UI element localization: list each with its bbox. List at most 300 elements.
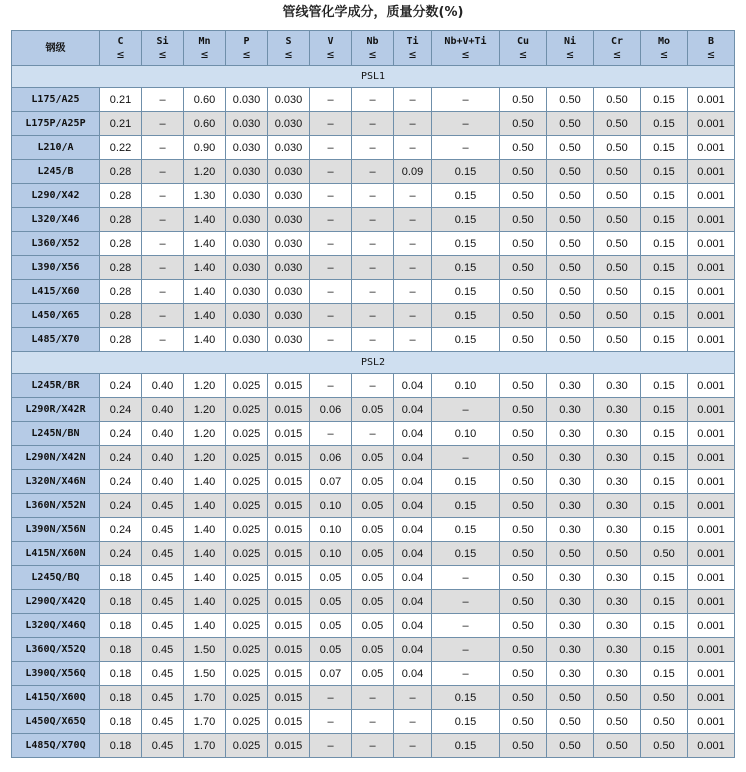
table-row <box>12 470 735 494</box>
value-cell: 0.030 <box>226 280 268 304</box>
element-symbol: C <box>117 36 124 47</box>
value-cell: 0.001 <box>688 542 735 566</box>
element-symbol: P <box>243 36 250 47</box>
value-cell: 0.015 <box>268 518 310 542</box>
value-cell: 0.15 <box>432 710 500 734</box>
table-row <box>12 304 735 328</box>
value-cell: 0.001 <box>688 566 735 590</box>
value-cell: – <box>352 88 394 112</box>
value-cell: – <box>394 232 432 256</box>
value-cell: 0.025 <box>226 566 268 590</box>
value-cell: 1.50 <box>184 638 226 662</box>
value-cell: 0.001 <box>688 710 735 734</box>
value-cell: 0.030 <box>268 112 310 136</box>
value-cell: 0.15 <box>641 112 688 136</box>
grade-cell: L360N/X52N <box>12 494 100 518</box>
value-cell: 0.50 <box>500 638 547 662</box>
value-cell: 0.001 <box>688 662 735 686</box>
value-cell: 0.09 <box>394 160 432 184</box>
value-cell: 0.50 <box>500 280 547 304</box>
element-symbol: V <box>327 36 334 47</box>
value-cell: 0.40 <box>142 422 184 446</box>
table-row <box>12 184 735 208</box>
value-cell: – <box>394 710 432 734</box>
grade-cell: L360Q/X52Q <box>12 638 100 662</box>
value-cell: 0.30 <box>594 398 641 422</box>
value-cell: – <box>352 184 394 208</box>
value-cell: 0.15 <box>641 184 688 208</box>
value-cell: – <box>394 208 432 232</box>
value-cell: 0.015 <box>268 398 310 422</box>
grade-cell: L245Q/BQ <box>12 566 100 590</box>
value-cell: – <box>432 88 500 112</box>
table-row <box>12 88 735 112</box>
value-cell: 0.001 <box>688 328 735 352</box>
element-symbol: Ni <box>563 36 577 47</box>
value-cell: 0.50 <box>547 542 594 566</box>
value-cell: 0.50 <box>547 328 594 352</box>
value-cell: 0.60 <box>184 112 226 136</box>
max-limit-symbol: ≤ <box>660 47 668 61</box>
value-cell: 0.015 <box>268 374 310 398</box>
value-cell: 0.50 <box>547 734 594 758</box>
element-header <box>594 31 641 66</box>
value-cell: 0.15 <box>432 686 500 710</box>
value-cell: – <box>142 184 184 208</box>
value-cell: 0.030 <box>268 136 310 160</box>
value-cell: 1.30 <box>184 184 226 208</box>
value-cell: 1.40 <box>184 232 226 256</box>
value-cell: 0.030 <box>268 304 310 328</box>
value-cell: 0.30 <box>594 566 641 590</box>
value-cell: 0.030 <box>268 280 310 304</box>
value-cell: 0.50 <box>500 136 547 160</box>
value-cell: 0.015 <box>268 566 310 590</box>
value-cell: 0.24 <box>100 374 142 398</box>
section-label: PSL2 <box>12 352 735 374</box>
value-cell: 0.50 <box>500 542 547 566</box>
value-cell: 0.28 <box>100 280 142 304</box>
value-cell: 0.05 <box>352 590 394 614</box>
value-cell: 0.030 <box>226 88 268 112</box>
value-cell: 0.025 <box>226 470 268 494</box>
value-cell: 0.50 <box>641 734 688 758</box>
value-cell: 0.15 <box>641 256 688 280</box>
table-body <box>12 66 735 758</box>
value-cell: 0.22 <box>100 136 142 160</box>
value-cell: 0.30 <box>547 374 594 398</box>
value-cell: 0.50 <box>500 232 547 256</box>
table-row <box>12 638 735 662</box>
value-cell: 0.50 <box>500 734 547 758</box>
value-cell: – <box>394 328 432 352</box>
grade-cell: L415N/X60N <box>12 542 100 566</box>
value-cell: 0.50 <box>500 328 547 352</box>
value-cell: 0.025 <box>226 518 268 542</box>
value-cell: – <box>310 184 352 208</box>
value-cell: 0.50 <box>594 232 641 256</box>
value-cell: 0.50 <box>594 136 641 160</box>
value-cell: 0.030 <box>268 208 310 232</box>
value-cell: 0.05 <box>352 614 394 638</box>
value-cell: 0.50 <box>547 304 594 328</box>
value-cell: 1.40 <box>184 256 226 280</box>
value-cell: 0.15 <box>432 328 500 352</box>
value-cell: 0.025 <box>226 662 268 686</box>
max-limit-symbol: ≤ <box>326 47 335 61</box>
value-cell: – <box>352 422 394 446</box>
value-cell: 0.001 <box>688 232 735 256</box>
value-cell: 0.50 <box>594 280 641 304</box>
value-cell: 1.20 <box>184 422 226 446</box>
value-cell: 0.50 <box>500 470 547 494</box>
value-cell: 0.15 <box>641 470 688 494</box>
element-header <box>226 31 268 66</box>
value-cell: 1.70 <box>184 710 226 734</box>
value-cell: 0.15 <box>432 494 500 518</box>
value-cell: 0.07 <box>310 662 352 686</box>
value-cell: 0.30 <box>547 398 594 422</box>
value-cell: – <box>394 304 432 328</box>
value-cell: 0.15 <box>641 328 688 352</box>
value-cell: 0.18 <box>100 686 142 710</box>
value-cell: 0.10 <box>310 542 352 566</box>
value-cell: 0.015 <box>268 710 310 734</box>
value-cell: 0.15 <box>432 256 500 280</box>
value-cell: – <box>432 112 500 136</box>
value-cell: 0.015 <box>268 470 310 494</box>
value-cell: – <box>352 710 394 734</box>
value-cell: 0.10 <box>432 422 500 446</box>
table-row <box>12 518 735 542</box>
max-limit-symbol: ≤ <box>519 47 527 61</box>
value-cell: – <box>394 256 432 280</box>
value-cell: 0.50 <box>500 88 547 112</box>
value-cell: 0.025 <box>226 614 268 638</box>
header-row <box>12 31 735 66</box>
value-cell: 0.30 <box>547 566 594 590</box>
value-cell: – <box>142 88 184 112</box>
value-cell: 0.001 <box>688 686 735 710</box>
value-cell: 0.30 <box>547 518 594 542</box>
table-row <box>12 136 735 160</box>
value-cell: 0.50 <box>500 566 547 590</box>
value-cell: 0.15 <box>641 304 688 328</box>
max-limit-symbol: ≤ <box>200 47 209 61</box>
element-header <box>688 31 735 66</box>
value-cell: 0.05 <box>352 494 394 518</box>
value-cell: 0.28 <box>100 232 142 256</box>
value-cell: 0.30 <box>547 446 594 470</box>
value-cell: 0.015 <box>268 638 310 662</box>
value-cell: 0.015 <box>268 686 310 710</box>
value-cell: 0.04 <box>394 518 432 542</box>
value-cell: 0.45 <box>142 566 184 590</box>
value-cell: 1.40 <box>184 280 226 304</box>
value-cell: 1.40 <box>184 208 226 232</box>
value-cell: 0.015 <box>268 422 310 446</box>
value-cell: 0.025 <box>226 686 268 710</box>
table-row <box>12 112 735 136</box>
value-cell: 0.50 <box>594 686 641 710</box>
value-cell: 0.45 <box>142 734 184 758</box>
grade-cell: L175P/A25P <box>12 112 100 136</box>
value-cell: 0.15 <box>432 184 500 208</box>
value-cell: – <box>310 686 352 710</box>
value-cell: 0.030 <box>268 160 310 184</box>
value-cell: 0.30 <box>594 518 641 542</box>
value-cell: 0.40 <box>142 398 184 422</box>
value-cell: – <box>394 734 432 758</box>
table-row <box>12 208 735 232</box>
value-cell: 0.18 <box>100 662 142 686</box>
element-header <box>352 31 394 66</box>
value-cell: 0.30 <box>594 446 641 470</box>
value-cell: – <box>432 590 500 614</box>
value-cell: 0.06 <box>310 446 352 470</box>
value-cell: 0.04 <box>394 614 432 638</box>
value-cell: 0.05 <box>352 638 394 662</box>
value-cell: 0.15 <box>641 590 688 614</box>
value-cell: 0.10 <box>432 374 500 398</box>
value-cell: – <box>310 232 352 256</box>
element-header <box>100 31 142 66</box>
value-cell: 0.45 <box>142 686 184 710</box>
table-row <box>12 566 735 590</box>
section-label: PSL1 <box>12 66 735 88</box>
value-cell: – <box>352 232 394 256</box>
value-cell: 0.50 <box>641 710 688 734</box>
value-cell: 1.70 <box>184 734 226 758</box>
value-cell: 0.28 <box>100 160 142 184</box>
table-row <box>12 590 735 614</box>
grade-cell: L485Q/X70Q <box>12 734 100 758</box>
value-cell: 0.50 <box>594 710 641 734</box>
value-cell: 0.10 <box>310 518 352 542</box>
value-cell: 0.030 <box>226 160 268 184</box>
value-cell: 0.015 <box>268 734 310 758</box>
value-cell: 0.18 <box>100 638 142 662</box>
grade-cell: L290/X42 <box>12 184 100 208</box>
value-cell: 0.05 <box>352 662 394 686</box>
value-cell: 0.030 <box>226 256 268 280</box>
value-cell: 1.40 <box>184 494 226 518</box>
value-cell: 0.30 <box>547 422 594 446</box>
value-cell: 0.001 <box>688 208 735 232</box>
element-header <box>394 31 432 66</box>
value-cell: 0.04 <box>394 542 432 566</box>
table-row <box>12 374 735 398</box>
value-cell: 0.50 <box>547 112 594 136</box>
grade-cell: L415/X60 <box>12 280 100 304</box>
value-cell: 1.40 <box>184 590 226 614</box>
value-cell: 0.45 <box>142 518 184 542</box>
value-cell: 0.025 <box>226 446 268 470</box>
value-cell: 0.030 <box>268 232 310 256</box>
value-cell: 0.04 <box>394 566 432 590</box>
value-cell: 0.15 <box>432 470 500 494</box>
value-cell: – <box>394 112 432 136</box>
value-cell: 0.24 <box>100 542 142 566</box>
value-cell: 0.45 <box>142 662 184 686</box>
grade-cell: L360/X52 <box>12 232 100 256</box>
grade-cell: L290R/X42R <box>12 398 100 422</box>
value-cell: – <box>432 446 500 470</box>
value-cell: – <box>352 256 394 280</box>
value-cell: 0.15 <box>432 518 500 542</box>
value-cell: 0.15 <box>432 232 500 256</box>
element-header <box>268 31 310 66</box>
value-cell: – <box>394 136 432 160</box>
value-cell: 0.45 <box>142 590 184 614</box>
element-header <box>547 31 594 66</box>
value-cell: 0.15 <box>432 542 500 566</box>
table-row <box>12 256 735 280</box>
value-cell: 0.28 <box>100 184 142 208</box>
value-cell: 0.030 <box>226 304 268 328</box>
value-cell: 0.45 <box>142 638 184 662</box>
element-symbol: Nb+V+Ti <box>444 36 487 47</box>
value-cell: 0.030 <box>268 88 310 112</box>
grade-cell: L210/A <box>12 136 100 160</box>
value-cell: 0.001 <box>688 304 735 328</box>
value-cell: – <box>142 304 184 328</box>
value-cell: 0.15 <box>641 160 688 184</box>
value-cell: 0.030 <box>226 184 268 208</box>
value-cell: 0.50 <box>500 304 547 328</box>
value-cell: 0.50 <box>500 518 547 542</box>
value-cell: 0.15 <box>641 566 688 590</box>
value-cell: 0.025 <box>226 638 268 662</box>
value-cell: – <box>352 686 394 710</box>
value-cell: 0.001 <box>688 470 735 494</box>
value-cell: 0.001 <box>688 734 735 758</box>
value-cell: 0.30 <box>594 590 641 614</box>
max-limit-symbol: ≤ <box>368 47 377 61</box>
element-header <box>142 31 184 66</box>
value-cell: 0.60 <box>184 88 226 112</box>
value-cell: 0.001 <box>688 398 735 422</box>
value-cell: 0.04 <box>394 374 432 398</box>
value-cell: 0.05 <box>352 566 394 590</box>
value-cell: 0.025 <box>226 710 268 734</box>
value-cell: 0.030 <box>268 184 310 208</box>
value-cell: 0.45 <box>142 542 184 566</box>
grade-cell: L175/A25 <box>12 88 100 112</box>
grade-cell: L485/X70 <box>12 328 100 352</box>
value-cell: – <box>310 710 352 734</box>
value-cell: 0.15 <box>641 422 688 446</box>
max-limit-symbol: ≤ <box>158 47 167 61</box>
value-cell: 0.15 <box>641 232 688 256</box>
value-cell: 0.18 <box>100 734 142 758</box>
max-limit-symbol: ≤ <box>284 47 293 61</box>
value-cell: – <box>310 328 352 352</box>
value-cell: 0.50 <box>594 208 641 232</box>
value-cell: 0.15 <box>641 136 688 160</box>
value-cell: 0.15 <box>641 518 688 542</box>
grade-cell: L415Q/X60Q <box>12 686 100 710</box>
table-row <box>12 232 735 256</box>
value-cell: – <box>352 734 394 758</box>
value-cell: 0.50 <box>641 542 688 566</box>
max-limit-symbol: ≤ <box>566 47 574 61</box>
value-cell: 0.30 <box>547 494 594 518</box>
value-cell: 0.05 <box>352 470 394 494</box>
value-cell: 0.001 <box>688 256 735 280</box>
value-cell: 0.90 <box>184 136 226 160</box>
max-limit-symbol: ≤ <box>707 47 715 61</box>
element-symbol: B <box>707 36 715 47</box>
value-cell: 0.50 <box>547 280 594 304</box>
value-cell: 0.04 <box>394 422 432 446</box>
value-cell: 0.001 <box>688 280 735 304</box>
grade-cell: L390Q/X56Q <box>12 662 100 686</box>
value-cell: 0.30 <box>547 662 594 686</box>
element-symbol: Ti <box>406 36 419 47</box>
value-cell: 0.04 <box>394 590 432 614</box>
value-cell: 0.40 <box>142 470 184 494</box>
table-row <box>12 494 735 518</box>
value-cell: 0.28 <box>100 208 142 232</box>
grade-cell: L245R/BR <box>12 374 100 398</box>
value-cell: 0.50 <box>500 160 547 184</box>
table-row <box>12 160 735 184</box>
value-cell: 0.15 <box>641 638 688 662</box>
table-row <box>12 328 735 352</box>
grade-cell: L390N/X56N <box>12 518 100 542</box>
value-cell: 0.50 <box>547 686 594 710</box>
value-cell: 0.030 <box>226 112 268 136</box>
value-cell: – <box>432 398 500 422</box>
table-row <box>12 542 735 566</box>
value-cell: 0.30 <box>594 662 641 686</box>
value-cell: 0.45 <box>142 710 184 734</box>
value-cell: – <box>432 662 500 686</box>
value-cell: 0.50 <box>594 112 641 136</box>
value-cell: 0.15 <box>641 614 688 638</box>
max-limit-symbol: ≤ <box>116 47 125 61</box>
value-cell: 0.015 <box>268 494 310 518</box>
value-cell: 0.04 <box>394 446 432 470</box>
value-cell: 0.05 <box>310 614 352 638</box>
value-cell: 0.001 <box>688 184 735 208</box>
value-cell: 0.05 <box>352 542 394 566</box>
value-cell: 0.025 <box>226 494 268 518</box>
value-cell: 0.18 <box>100 710 142 734</box>
value-cell: 0.030 <box>268 328 310 352</box>
value-cell: – <box>310 112 352 136</box>
value-cell: 0.50 <box>500 662 547 686</box>
value-cell: 1.40 <box>184 518 226 542</box>
element-symbol: S <box>285 36 292 47</box>
value-cell: 0.025 <box>226 734 268 758</box>
value-cell: 0.001 <box>688 446 735 470</box>
value-cell: 0.30 <box>594 470 641 494</box>
value-cell: 1.40 <box>184 304 226 328</box>
value-cell: – <box>310 304 352 328</box>
value-cell: 0.50 <box>547 136 594 160</box>
value-cell: 0.001 <box>688 518 735 542</box>
value-cell: – <box>310 256 352 280</box>
value-cell: 0.15 <box>641 374 688 398</box>
value-cell: 0.05 <box>352 398 394 422</box>
value-cell: 0.50 <box>500 446 547 470</box>
value-cell: 0.40 <box>142 374 184 398</box>
value-cell: – <box>352 208 394 232</box>
value-cell: – <box>142 136 184 160</box>
grade-cell: L320Q/X46Q <box>12 614 100 638</box>
